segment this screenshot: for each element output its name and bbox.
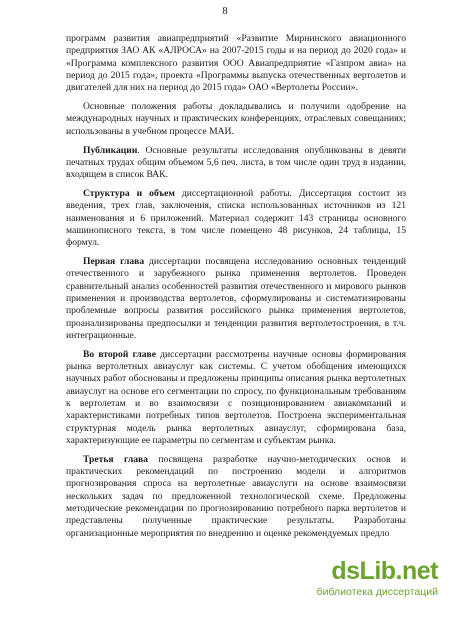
paragraph-lead: Публикации [83,144,138,156]
paragraph-approbation [66,101,406,138]
paragraph-continuation [66,33,406,94]
dslib-watermark [288,557,438,601]
paragraph-text: программ развития авиапредприятий «Развитие Мирнинского авиационного предприятия ЗАО АК «АЛРОСА» на 2007-2015 годы и на период до 2020 года» и «Программа комплексного развития ООО Авиапредприятие «Газпром авиа» на период до 2015 года», проекта «Программы выпуска отечественных вертолетов и двигателей для них на период до 2015 года» ОАО «Вертолеты России». [66,33,406,94]
paragraph-lead: Третья глава [83,453,148,465]
paragraph-chapter-3 [66,454,406,540]
paragraph-text: посвящена разработке научно-методических основ и практических рекомендаций по построению модели и алгоритмов прогнозирования спроса на вертолетные авиауслуги на основе взаимосвязи нескольких задач по предложенной технологической схеме. Предложены методические рекомендации по прогнозированию потребного парка вертолетов и представлены полученные практические результаты. Разработаны организационные мероприятия по внедрению и оценке рекомендуемых предло [66,453,406,539]
paragraph-text: диссертационной работы. Диссертация состоит из введения, трех глав, заключения, списка использованных источников из 121 наименования и 6 приложений. Материал содержит 143 страницы основного машинописного текста, в том числе помещено 48 рисунков, 24 таблицы, 15 формул. [66,188,406,249]
paragraph-publications [66,145,406,182]
paragraph-lead: Во второй главе [83,348,156,360]
paragraph-text: Основные положения работы докладывались и получили одобрение на международных научных и практических конференциях, отраслевых совещаниях; использованы в учебном процессе МАИ. [66,101,406,137]
page-number: 8 [222,6,228,17]
paragraph-text: диссертации посвящена исследованию основных тенденций отечественного и зарубежного рынка применения вертолетов. Проведен сравнительный анализ особенностей развития отечественного и мирового рынков применения и производства вертолетов, сформулированы и систематизированы проблемные вопросы развития российского рынка применения вертолетов, проанализированы предпосылки и тенденции развития вертолетостроения, в т.ч. интеграционные. [66,256,407,341]
paragraph-structure [66,188,406,249]
document-body [66,33,406,546]
paragraph-text: . Основные результаты исследования опубликованы в девяти печатных трудах общим объемом 5,6 печ. листа, в том числе один труд в издании, входящем в список ВАК. [66,144,406,181]
paragraph-lead: Структура и объем [83,188,175,200]
paragraph-lead: Первая глава [83,256,145,268]
paragraph-text: диссертации рассмотрены научные основы формирования рынка вертолетных авиауслуг как системы. С учетом обобщения имеющихся научных работ обоснованы и предложены принципы описания рынка вертолетных авиауслуг на основе его сегментации по спросу, по функциональным требованиям к вертолетам и во взаимосвязи с позиционированием авиакомпаний и характеристиками потребных типов вертолетов. Построена экспериментальная структурная модель рынка вертолетных авиауслуг, сформирована база, характеризующие ее параметры по сегментам и субъектам рынка. [66,348,406,446]
logo-text: dsLib [331,557,396,585]
paragraph-chapter-2 [66,349,406,447]
watermark-subtitle: библиотека диссертаций [316,586,438,598]
dslib-logo [288,557,438,585]
paragraph-chapter-1 [66,256,406,342]
logo-domain: .net [395,557,438,585]
